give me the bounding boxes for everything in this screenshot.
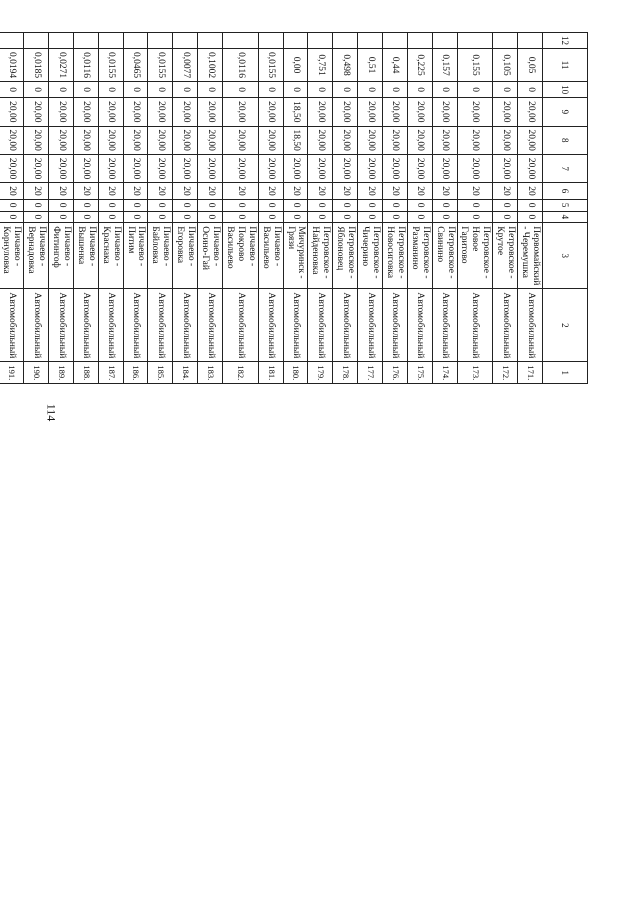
cell-c5: 0 <box>73 199 98 211</box>
cell-c8: 20,00 <box>0 126 24 154</box>
cell-c12 <box>49 33 74 49</box>
cell-type: Автомобильный <box>383 289 408 362</box>
cell-n: 183. <box>198 362 223 384</box>
cell-c4: 0 <box>308 211 333 223</box>
cell-c7: 20,00 <box>223 154 259 182</box>
cell-n: 181. <box>258 362 283 384</box>
cell-c7: 20,00 <box>0 154 24 182</box>
cell-c4: 0 <box>493 211 518 223</box>
cell-c5: 0 <box>283 199 308 211</box>
cell-c7: 20,00 <box>358 154 383 182</box>
cell-c6: 20 <box>148 183 173 200</box>
cell-c10: 0 <box>258 82 283 98</box>
header-cell: 4 <box>543 211 588 223</box>
cell-c10: 0 <box>223 82 259 98</box>
cell-c5: 0 <box>383 199 408 211</box>
cell-c9: 20,00 <box>223 98 259 126</box>
cell-c9: 20,00 <box>518 98 543 126</box>
cell-c6: 20 <box>457 183 493 200</box>
cell-c7: 20,00 <box>73 154 98 182</box>
cell-route: Петровское - Крутое <box>493 223 518 289</box>
table-row <box>148 33 173 384</box>
cell-c11: 0,0271 <box>49 49 74 82</box>
cell-c11: 0,0116 <box>73 49 98 82</box>
rotated-table-wrapper <box>0 32 588 384</box>
header-cell: 7 <box>543 154 588 182</box>
cell-c9: 20,00 <box>358 98 383 126</box>
cell-c6: 20 <box>73 183 98 200</box>
cell-c10: 0 <box>432 82 457 98</box>
cell-c5: 0 <box>457 199 493 211</box>
table-row <box>432 33 457 384</box>
cell-type: Автомобильный <box>73 289 98 362</box>
cell-type: Автомобильный <box>432 289 457 362</box>
cell-c9: 20,00 <box>383 98 408 126</box>
header-cell: 3 <box>543 223 588 289</box>
cell-c7: 20,00 <box>457 154 493 182</box>
cell-c6: 20 <box>493 183 518 200</box>
cell-c4: 0 <box>223 211 259 223</box>
cell-c10: 0 <box>24 82 49 98</box>
table-row <box>518 33 543 384</box>
table-body <box>0 33 588 384</box>
cell-c12 <box>73 33 98 49</box>
cell-c7: 20,00 <box>432 154 457 182</box>
cell-route: Пичаево - Егоровка <box>173 223 198 289</box>
cell-c4: 0 <box>24 211 49 223</box>
table-row <box>98 33 123 384</box>
cell-c11: 0,0194 <box>0 49 24 82</box>
cell-c12 <box>173 33 198 49</box>
cell-c12 <box>0 33 24 49</box>
cell-route: Петровское - Разманино <box>407 223 432 289</box>
table-row <box>173 33 198 384</box>
cell-c8: 20,00 <box>432 126 457 154</box>
cell-c10: 0 <box>333 82 358 98</box>
cell-route: Первомайский - Черемушка <box>518 223 543 289</box>
cell-c8: 20,00 <box>24 126 49 154</box>
cell-c6: 20 <box>283 183 308 200</box>
cell-n: 186. <box>123 362 148 384</box>
cell-c12 <box>457 33 493 49</box>
cell-c4: 0 <box>73 211 98 223</box>
cell-n: 188. <box>73 362 98 384</box>
cell-c4: 0 <box>432 211 457 223</box>
page-number: 114 <box>44 403 59 422</box>
cell-c4: 0 <box>383 211 408 223</box>
cell-c7: 20,00 <box>283 154 308 182</box>
cell-type: Автомобильный <box>358 289 383 362</box>
cell-c6: 20 <box>358 183 383 200</box>
cell-n: 180. <box>283 362 308 384</box>
cell-c8: 20,00 <box>407 126 432 154</box>
cell-c9: 20,00 <box>173 98 198 126</box>
cell-c4: 0 <box>258 211 283 223</box>
cell-n: 185. <box>148 362 173 384</box>
cell-c11: 0,751 <box>308 49 333 82</box>
table-row <box>308 33 333 384</box>
cell-route: Мичуринск - Грязи <box>283 223 308 289</box>
cell-c11: 0,05 <box>518 49 543 82</box>
cell-c4: 0 <box>49 211 74 223</box>
cell-route: Пичаево - Вернадовка <box>24 223 49 289</box>
cell-c10: 0 <box>173 82 198 98</box>
cell-c4: 0 <box>333 211 358 223</box>
header-cell: 2 <box>543 289 588 362</box>
cell-c12 <box>518 33 543 49</box>
cell-c6: 20 <box>432 183 457 200</box>
table-row <box>198 33 223 384</box>
cell-type: Автомобильный <box>0 289 24 362</box>
cell-c10: 0 <box>358 82 383 98</box>
cell-c5: 0 <box>148 199 173 211</box>
table-row <box>283 33 308 384</box>
cell-n: 173. <box>457 362 493 384</box>
cell-c8: 20,00 <box>308 126 333 154</box>
cell-route: Петровское - Новое Гаритово <box>457 223 493 289</box>
cell-c11: 0,44 <box>383 49 408 82</box>
cell-type: Автомобильный <box>283 289 308 362</box>
cell-c11: 0,498 <box>333 49 358 82</box>
cell-c4: 0 <box>407 211 432 223</box>
cell-c4: 0 <box>518 211 543 223</box>
cell-c5: 0 <box>173 199 198 211</box>
cell-c9: 20,00 <box>49 98 74 126</box>
cell-c6: 20 <box>258 183 283 200</box>
cell-c5: 0 <box>432 199 457 211</box>
cell-type: Автомобильный <box>198 289 223 362</box>
cell-c6: 20 <box>49 183 74 200</box>
cell-c12 <box>432 33 457 49</box>
cell-c5: 0 <box>24 199 49 211</box>
cell-c8: 20,00 <box>148 126 173 154</box>
cell-n: 187. <box>98 362 123 384</box>
cell-c5: 0 <box>407 199 432 211</box>
table-row <box>358 33 383 384</box>
cell-c11: 0,0185 <box>24 49 49 82</box>
cell-type: Автомобильный <box>457 289 493 362</box>
cell-c12 <box>333 33 358 49</box>
cell-type: Автомобильный <box>223 289 259 362</box>
header-cell: 11 <box>543 49 588 82</box>
cell-c7: 20,00 <box>308 154 333 182</box>
cell-route: Петровское - Найденовка <box>308 223 333 289</box>
cell-c7: 20,00 <box>383 154 408 182</box>
cell-c5: 0 <box>198 199 223 211</box>
cell-c11: 0,225 <box>407 49 432 82</box>
cell-c4: 0 <box>173 211 198 223</box>
cell-n: 179. <box>308 362 333 384</box>
cell-c7: 20,00 <box>148 154 173 182</box>
cell-c7: 20,00 <box>49 154 74 182</box>
table-row <box>49 33 74 384</box>
cell-c12 <box>223 33 259 49</box>
cell-c4: 0 <box>123 211 148 223</box>
cell-c9: 20,00 <box>432 98 457 126</box>
cell-c11: 0,0077 <box>173 49 198 82</box>
cell-c10: 0 <box>407 82 432 98</box>
cell-route: Пичаево - Васильево <box>258 223 283 289</box>
cell-c8: 18,50 <box>283 126 308 154</box>
cell-c9: 20,00 <box>123 98 148 126</box>
header-cell: 8 <box>543 126 588 154</box>
cell-c8: 20,00 <box>457 126 493 154</box>
cell-c4: 0 <box>0 211 24 223</box>
cell-c8: 20,00 <box>383 126 408 154</box>
cell-c6: 20 <box>407 183 432 200</box>
cell-c7: 20,00 <box>258 154 283 182</box>
cell-type: Автомобильный <box>123 289 148 362</box>
cell-route: Петровское - Новосиговка <box>383 223 408 289</box>
cell-c5: 0 <box>258 199 283 211</box>
cell-c9: 20,00 <box>148 98 173 126</box>
cell-c10: 0 <box>148 82 173 98</box>
cell-c5: 0 <box>0 199 24 211</box>
header-cell: 5 <box>543 199 588 211</box>
cell-n: 191. <box>0 362 24 384</box>
cell-c12 <box>24 33 49 49</box>
table-row <box>0 33 24 384</box>
header-row <box>543 33 588 384</box>
cell-c6: 20 <box>24 183 49 200</box>
cell-n: 182. <box>223 362 259 384</box>
cell-c8: 20,00 <box>123 126 148 154</box>
cell-c12 <box>407 33 432 49</box>
cell-c8: 20,00 <box>98 126 123 154</box>
cell-c9: 20,00 <box>198 98 223 126</box>
header-cell: 10 <box>543 82 588 98</box>
cell-c4: 0 <box>283 211 308 223</box>
cell-c9: 20,00 <box>493 98 518 126</box>
cell-c12 <box>123 33 148 49</box>
cell-c7: 20,00 <box>198 154 223 182</box>
cell-c10: 0 <box>283 82 308 98</box>
table-row <box>73 33 98 384</box>
cell-c6: 20 <box>123 183 148 200</box>
cell-c10: 0 <box>457 82 493 98</box>
cell-c6: 20 <box>0 183 24 200</box>
cell-route: Пичаево - Питим <box>123 223 148 289</box>
cell-route: Петровское - Чичерино <box>358 223 383 289</box>
table-row <box>223 33 259 384</box>
table-row <box>333 33 358 384</box>
cell-c11: 0,0116 <box>223 49 259 82</box>
cell-c11: 0,0155 <box>258 49 283 82</box>
cell-c11: 0,157 <box>432 49 457 82</box>
cell-n: 184. <box>173 362 198 384</box>
cell-c8: 20,00 <box>358 126 383 154</box>
cell-c10: 0 <box>98 82 123 98</box>
cell-c9: 20,00 <box>24 98 49 126</box>
cell-c12 <box>308 33 333 49</box>
cell-c7: 20,00 <box>518 154 543 182</box>
cell-c11: 0,1002 <box>198 49 223 82</box>
cell-c5: 0 <box>49 199 74 211</box>
cell-c10: 0 <box>73 82 98 98</box>
cell-c10: 0 <box>198 82 223 98</box>
cell-c6: 20 <box>333 183 358 200</box>
cell-c11: 0,105 <box>493 49 518 82</box>
cell-c4: 0 <box>457 211 493 223</box>
cell-route: Петровское - Яблоновец <box>333 223 358 289</box>
cell-n: 190. <box>24 362 49 384</box>
cell-c5: 0 <box>223 199 259 211</box>
cell-c12 <box>148 33 173 49</box>
cell-c11: 0,155 <box>457 49 493 82</box>
cell-c12 <box>258 33 283 49</box>
cell-n: 189. <box>49 362 74 384</box>
cell-n: 172. <box>493 362 518 384</box>
cell-c6: 20 <box>198 183 223 200</box>
cell-c10: 0 <box>383 82 408 98</box>
table-row <box>258 33 283 384</box>
cell-type: Автомобильный <box>148 289 173 362</box>
cell-c8: 20,00 <box>223 126 259 154</box>
table-row <box>407 33 432 384</box>
cell-route: Петровское - Свинино <box>432 223 457 289</box>
cell-c9: 20,00 <box>407 98 432 126</box>
cell-c7: 20,00 <box>493 154 518 182</box>
cell-c8: 20,00 <box>518 126 543 154</box>
cell-n: 175. <box>407 362 432 384</box>
cell-c11: 0,00 <box>283 49 308 82</box>
cell-c12 <box>358 33 383 49</box>
cell-c10: 0 <box>0 82 24 98</box>
table-row <box>457 33 493 384</box>
table-row <box>383 33 408 384</box>
cell-c10: 0 <box>308 82 333 98</box>
cell-c10: 0 <box>123 82 148 98</box>
cell-c5: 0 <box>333 199 358 211</box>
cell-type: Автомобильный <box>308 289 333 362</box>
cell-c4: 0 <box>148 211 173 223</box>
routes-table <box>0 32 588 384</box>
header-cell: 12 <box>543 33 588 49</box>
cell-c12 <box>198 33 223 49</box>
cell-c6: 20 <box>383 183 408 200</box>
cell-c5: 0 <box>493 199 518 211</box>
cell-c7: 20,00 <box>123 154 148 182</box>
table-row <box>24 33 49 384</box>
header-cell: 6 <box>543 183 588 200</box>
cell-c9: 20,00 <box>98 98 123 126</box>
header-cell: 1 <box>543 362 588 384</box>
cell-c4: 0 <box>198 211 223 223</box>
cell-c5: 0 <box>308 199 333 211</box>
cell-type: Автомобильный <box>98 289 123 362</box>
cell-c8: 20,00 <box>73 126 98 154</box>
header-cell: 9 <box>543 98 588 126</box>
cell-c7: 20,00 <box>98 154 123 182</box>
cell-c5: 0 <box>123 199 148 211</box>
cell-c7: 20,00 <box>173 154 198 182</box>
cell-c12 <box>383 33 408 49</box>
cell-c8: 20,00 <box>198 126 223 154</box>
cell-c12 <box>493 33 518 49</box>
cell-type: Автомобильный <box>518 289 543 362</box>
cell-c6: 20 <box>223 183 259 200</box>
cell-c11: 0,51 <box>358 49 383 82</box>
cell-n: 176. <box>383 362 408 384</box>
cell-type: Автомобильный <box>493 289 518 362</box>
cell-c8: 20,00 <box>333 126 358 154</box>
cell-c8: 20,00 <box>173 126 198 154</box>
cell-c10: 0 <box>518 82 543 98</box>
cell-c11: 0,0465 <box>123 49 148 82</box>
cell-type: Автомобильный <box>49 289 74 362</box>
table-row <box>493 33 518 384</box>
cell-type: Автомобильный <box>333 289 358 362</box>
cell-route: Пичаево - Фитингоф <box>49 223 74 289</box>
cell-c5: 0 <box>518 199 543 211</box>
cell-route: Пичаево - Корнуловка <box>0 223 24 289</box>
cell-c6: 20 <box>518 183 543 200</box>
cell-route: Пичаево - Байловка <box>148 223 173 289</box>
cell-c11: 0,0155 <box>148 49 173 82</box>
cell-c7: 20,00 <box>24 154 49 182</box>
cell-c12 <box>283 33 308 49</box>
cell-c12 <box>98 33 123 49</box>
cell-c9: 18,50 <box>283 98 308 126</box>
cell-c9: 20,00 <box>333 98 358 126</box>
cell-c9: 20,00 <box>73 98 98 126</box>
table-row <box>123 33 148 384</box>
cell-n: 171. <box>518 362 543 384</box>
cell-n: 177. <box>358 362 383 384</box>
cell-c9: 20,00 <box>457 98 493 126</box>
cell-type: Автомобильный <box>173 289 198 362</box>
cell-route: Пичаево - Вышенка <box>73 223 98 289</box>
cell-c4: 0 <box>98 211 123 223</box>
cell-c6: 20 <box>308 183 333 200</box>
cell-c10: 0 <box>493 82 518 98</box>
cell-c8: 20,00 <box>258 126 283 154</box>
cell-n: 178. <box>333 362 358 384</box>
cell-c10: 0 <box>49 82 74 98</box>
cell-n: 174. <box>432 362 457 384</box>
cell-route: Пичаево - Покрово Васильево <box>223 223 259 289</box>
cell-c6: 20 <box>173 183 198 200</box>
cell-c9: 20,00 <box>258 98 283 126</box>
cell-c6: 20 <box>98 183 123 200</box>
cell-c9: 20,00 <box>0 98 24 126</box>
cell-c5: 0 <box>98 199 123 211</box>
cell-type: Автомобильный <box>407 289 432 362</box>
cell-type: Автомобильный <box>258 289 283 362</box>
cell-c8: 20,00 <box>493 126 518 154</box>
cell-c4: 0 <box>358 211 383 223</box>
cell-c5: 0 <box>358 199 383 211</box>
cell-route: Пичаево - Осино-Гай <box>198 223 223 289</box>
cell-c9: 20,00 <box>308 98 333 126</box>
cell-c11: 0,0155 <box>98 49 123 82</box>
cell-type: Автомобильный <box>24 289 49 362</box>
cell-route: Пичаево - Краснака <box>98 223 123 289</box>
cell-c7: 20,00 <box>333 154 358 182</box>
cell-c7: 20,00 <box>407 154 432 182</box>
cell-c8: 20,00 <box>49 126 74 154</box>
